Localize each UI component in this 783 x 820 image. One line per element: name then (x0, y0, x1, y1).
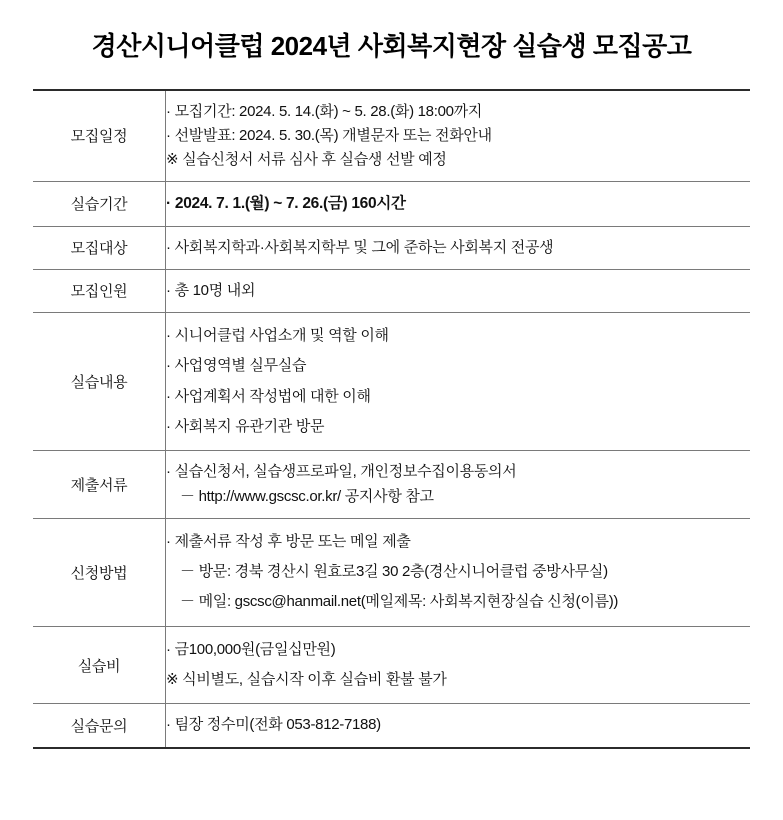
row-content (166, 518, 751, 626)
content-line-link[interactable]: － http://www.gscsc.or.kr/ 공지사항 참고 (180, 487, 434, 505)
table-row-practice-period (33, 182, 750, 226)
content-line: · 총 10명 내외 (166, 281, 256, 299)
row-label: 제출서류 (33, 451, 166, 519)
table-row-headcount (33, 269, 750, 312)
row-content (166, 704, 751, 748)
notice-table (33, 89, 750, 749)
table-row-fee (33, 626, 750, 704)
content-line: · 팀장 정수미(전화 053-812-7188) (166, 716, 381, 734)
row-content (166, 226, 751, 269)
content-line: · 금100,000원(금일십만원) (166, 640, 336, 658)
table-row-practice-contents (33, 313, 750, 451)
content-line: · 사회복지학과·사회복지학부 및 그에 준하는 사회복지 전공생 (166, 238, 554, 256)
table-row-recruitment-schedule (33, 90, 750, 182)
content-line-email[interactable]: － 메일: gscsc@hanmail.net(메일제목: 사회복지현장실습 신청(이름)) (180, 593, 619, 611)
content-line: · 사회복지 유관기관 방문 (166, 417, 325, 435)
content-line-address: － 방문: 경북 경산시 원효로3길 30 2층(경산시니어클럽 중방사무실) (180, 563, 608, 581)
row-label: 실습비 (33, 626, 166, 704)
table-row-documents (33, 451, 750, 519)
content-line: · 사업계획서 작성법에 대한 이해 (166, 387, 371, 405)
row-content (166, 90, 751, 182)
content-line: · 사업영역별 실무실습 (166, 357, 307, 375)
content-line: · 2024. 7. 1.(월) ~ 7. 26.(금) 160시간 (166, 195, 406, 213)
row-label: 실습기간 (33, 182, 166, 226)
row-content (166, 269, 751, 312)
row-content (166, 182, 751, 226)
content-line: ※ 실습신청서 서류 심사 후 실습생 선발 예정 (166, 151, 447, 169)
content-line: · 모집기간: 2024. 5. 14.(화) ~ 5. 28.(화) 18:00까지 (166, 102, 483, 120)
row-label: 모집인원 (33, 269, 166, 312)
content-line: ※ 식비별도, 실습시작 이후 실습비 환불 불가 (166, 671, 447, 689)
row-content (166, 626, 751, 704)
notice-table-wrapper (33, 89, 750, 749)
table-row-inquiry (33, 704, 750, 748)
row-label: 실습문의 (33, 704, 166, 748)
content-line: · 실습신청서, 실습생프로파일, 개인정보수집이용동의서 (166, 463, 517, 481)
table-row-target (33, 226, 750, 269)
row-label: 모집일정 (33, 90, 166, 182)
content-line: · 시니어클럽 사업소개 및 역할 이해 (166, 327, 389, 345)
table-row-application-method (33, 518, 750, 626)
page-title: 경산시니어클럽 2024년 사회복지현장 실습생 모집공고 (91, 31, 692, 61)
row-content (166, 313, 751, 451)
row-label: 신청방법 (33, 518, 166, 626)
content-line: · 제출서류 작성 후 방문 또는 메일 제출 (166, 532, 411, 550)
row-label: 모집대상 (33, 226, 166, 269)
row-content (166, 451, 751, 519)
content-line: · 선발발표: 2024. 5. 30.(목) 개별문자 또는 전화안내 (166, 126, 492, 144)
document-page (0, 30, 783, 820)
row-label: 실습내용 (33, 313, 166, 451)
